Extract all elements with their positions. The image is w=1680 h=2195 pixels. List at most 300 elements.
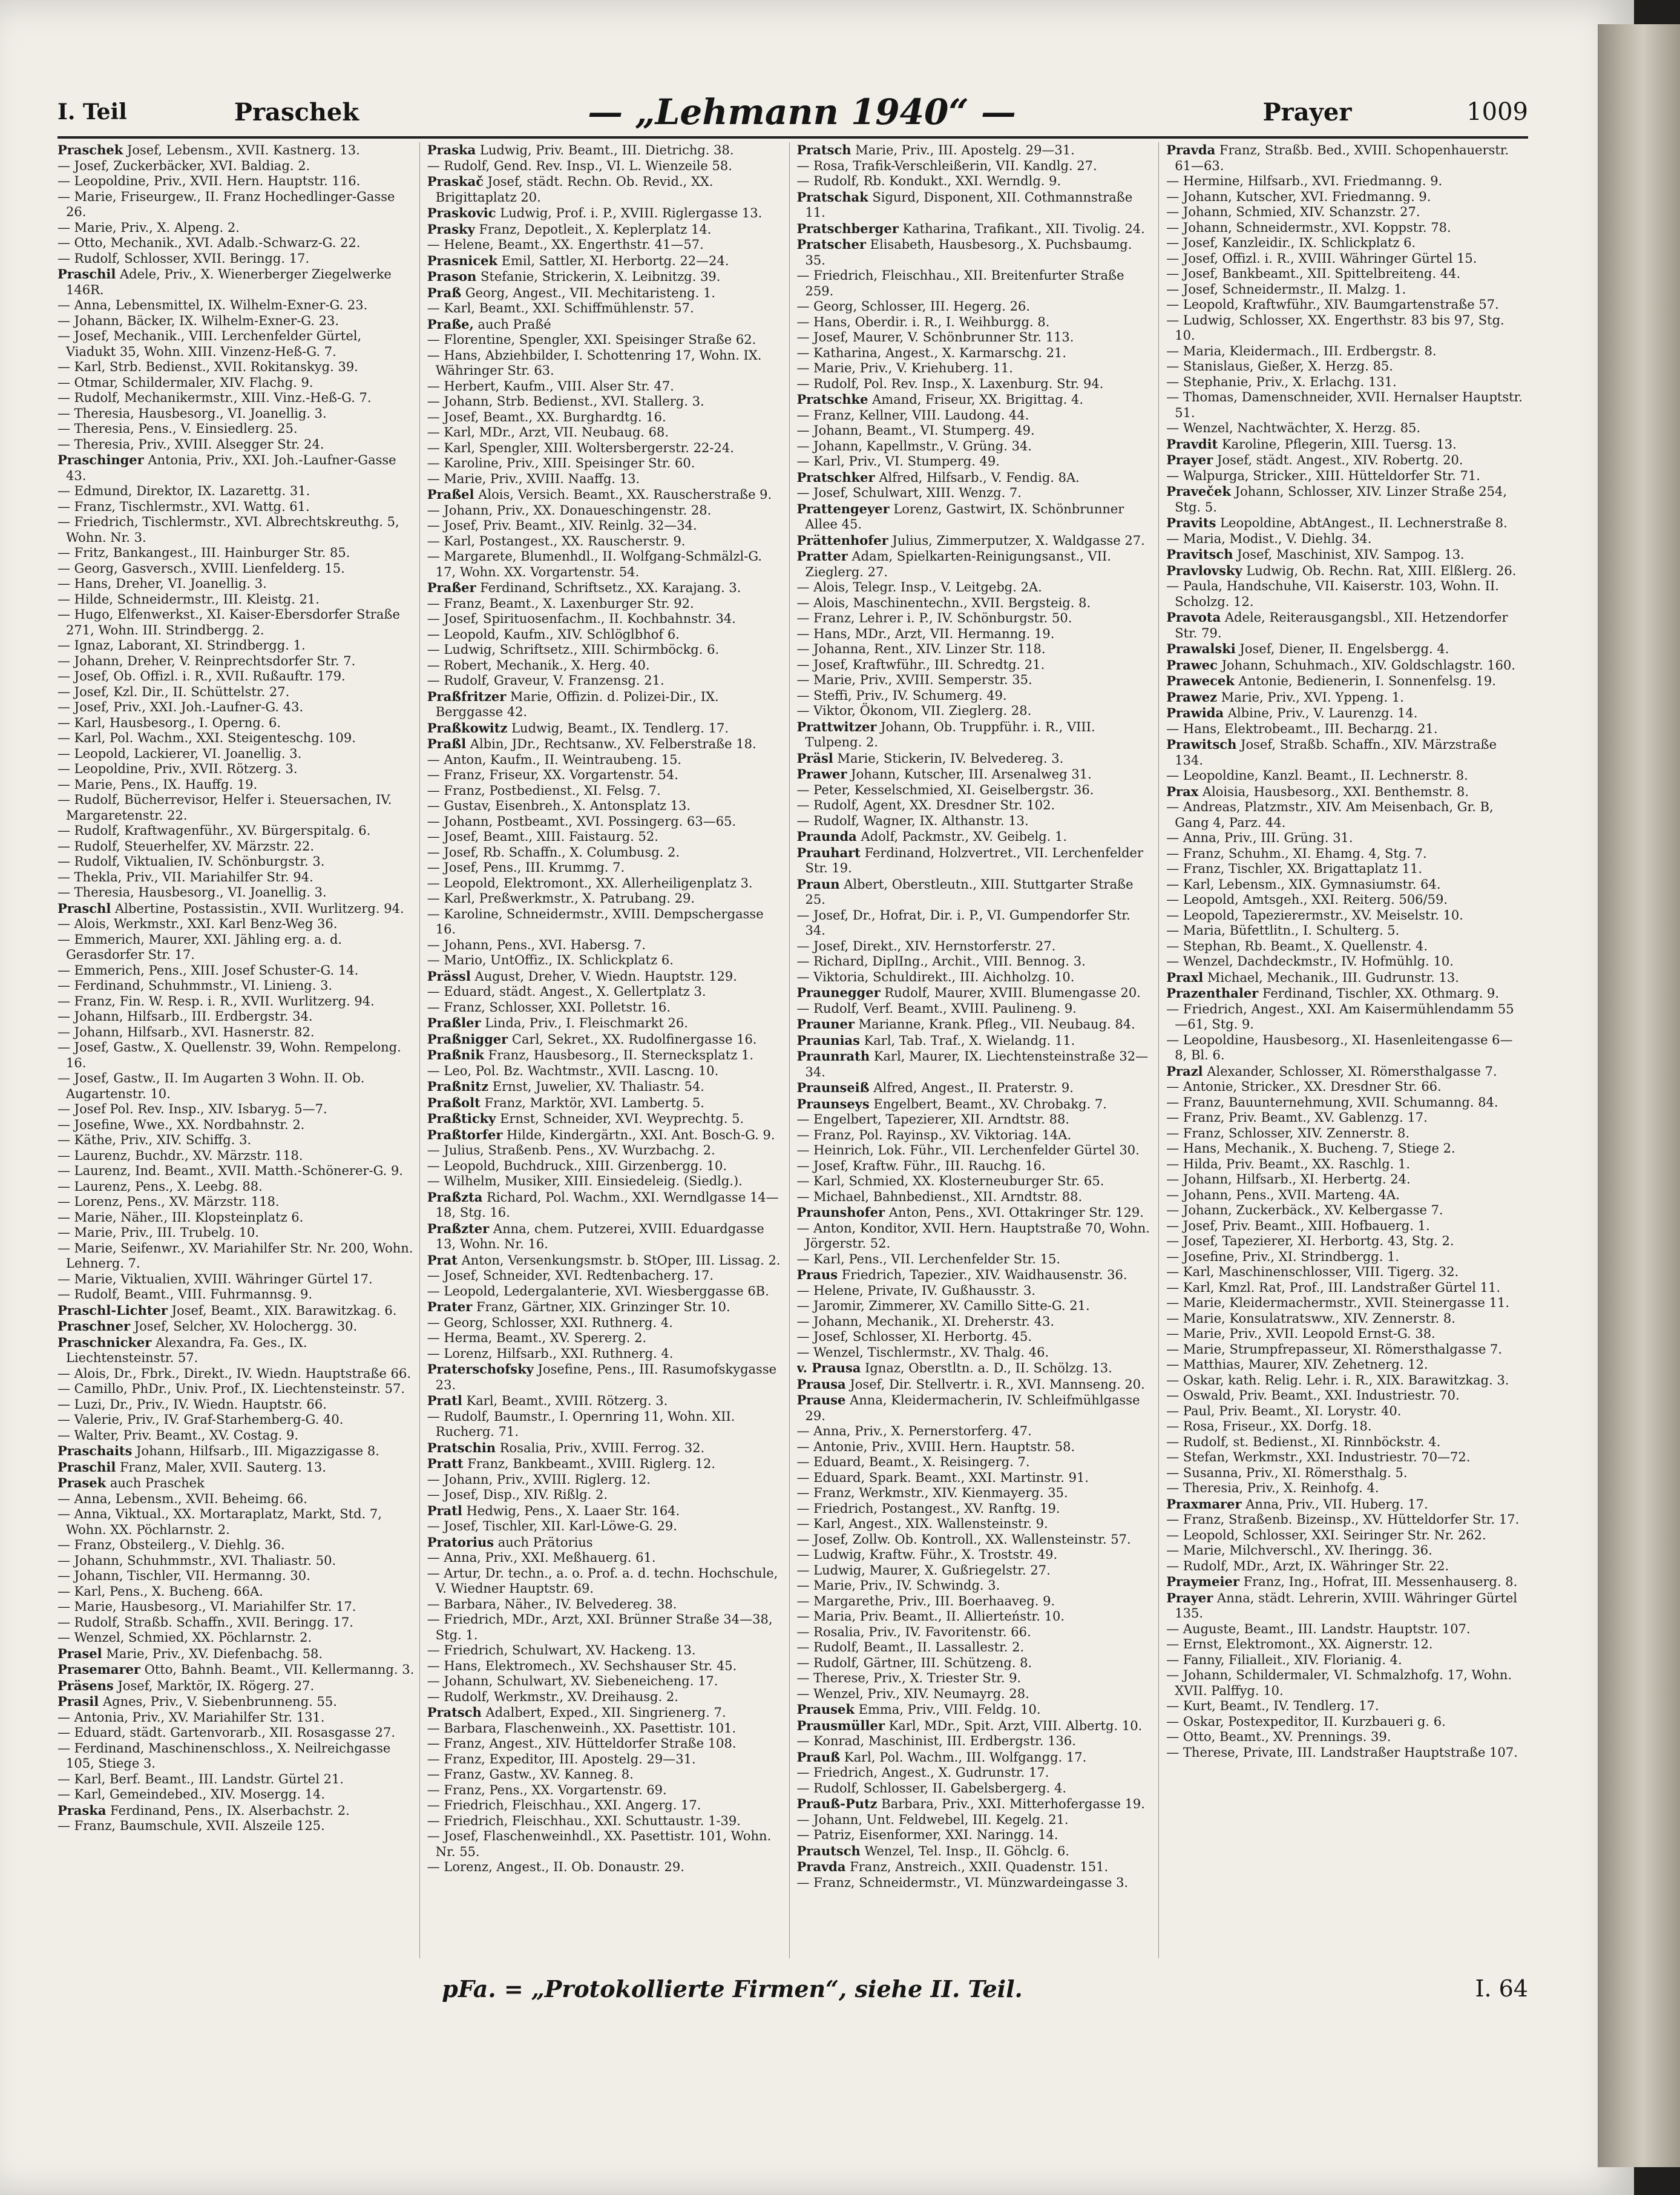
directory-entry — [797, 580, 1154, 596]
entry-details: — Karl, MDr., Arzt, VII. Neubaug. 68. — [427, 425, 669, 439]
entry-surname: Praßticky — [427, 1111, 496, 1126]
page-number: 1009 — [1466, 98, 1528, 126]
directory-entry — [57, 1241, 415, 1272]
entry-details: — Johann, Strb. Bedienst., XVI. Stallerg. 3. — [427, 394, 704, 409]
entry-details: — Hans, Dreher, VI. Joanellig. 3. — [57, 576, 267, 591]
entry-surname: Prässl — [427, 968, 471, 984]
directory-entry — [797, 1392, 1154, 1424]
entry-details: Hilde, Kindergärtn., XXI. Ant. Bosch-G. 9. — [507, 1127, 775, 1142]
directory-entry — [427, 1079, 784, 1095]
directory-entry — [57, 561, 415, 577]
directory-entry — [427, 1174, 784, 1190]
directory-entry — [797, 939, 1154, 955]
entry-details: — Susanna, Priv., XI. Römersthalg. 5. — [1166, 1465, 1408, 1480]
directory-entry — [1166, 939, 1523, 955]
entry-details: Alexander, Schlosser, XI. Römersthalgasse 7. — [1207, 1064, 1497, 1079]
entry-details: — Maria, Büfettlitn., I. Schulterg. 5. — [1166, 923, 1400, 938]
entry-details: — Marie, Priv., III. Trubelg. 10. — [57, 1225, 260, 1240]
entry-details: — Karoline, Priv., XIII. Speisinger Str. 60. — [427, 456, 695, 470]
entry-details: — Theresia, Pens., V. Einsiedlerg. 25. — [57, 421, 298, 436]
directory-entry — [427, 1829, 784, 1860]
directory-entry — [1166, 235, 1523, 251]
entry-surname: Pratorius — [427, 1534, 494, 1550]
directory-entry — [1166, 1373, 1523, 1389]
directory-entry — [427, 285, 784, 301]
directory-entry — [57, 700, 415, 716]
entry-details: — Josef, Maurer, V. Schönbrunner Str. 113. — [796, 330, 1074, 344]
entry-details: — Thomas, Damenschneider, XVII. Hernalser Hauptstr. 51. — [1166, 390, 1523, 420]
entry-details: Leopoldine, AbtAngest., II. Lechnerstraße 8. — [1220, 516, 1508, 530]
entry-details: Ernst, Juwelier, XV. Thaliastr. 54. — [492, 1079, 704, 1094]
entry-details: Katharina, Trafikant., XII. Tivolig. 24. — [902, 221, 1145, 236]
directory-entry — [1166, 1110, 1523, 1126]
directory-entry — [427, 736, 784, 752]
entry-details: — Franz, Werkmstr., XIV. Kienmayerg. 35. — [796, 1486, 1068, 1500]
directory-entry — [427, 425, 784, 441]
entry-details: — Karl, Preßwerkmstr., X. Patrubang. 29. — [427, 891, 695, 906]
entry-details: — Ludwig, Schriftsetz., XIII. Schirmböckg. 6. — [427, 642, 720, 657]
part-label: I. Teil — [57, 99, 127, 125]
entry-details: — Rudolf, Steuerhelfer, XV. Märzstr. 22. — [57, 838, 314, 854]
directory-entry — [797, 142, 1154, 159]
directory-entry — [797, 1749, 1154, 1766]
entry-details: Anton, Versenkungsmstr. b. StOper, III. Lissag. 2. — [461, 1252, 781, 1268]
directory-entry — [1166, 452, 1523, 469]
directory-column-3 — [797, 142, 1160, 1958]
entry-details: — Karl, Schmied, XX. Klosterneuburger Str. 65. — [796, 1174, 1104, 1188]
directory-entry — [427, 1095, 784, 1111]
entry-surname: Prautsch — [796, 1843, 861, 1858]
entry-details: Hedwig, Pens., X. Laaer Str. 164. — [466, 1503, 680, 1518]
directory-entry — [427, 969, 784, 985]
entry-details: Josef, Maschinist, XIV. Sampog. 13. — [1237, 547, 1465, 562]
entry-details: — Katharina, Angest., X. Karmarschg. 21. — [796, 345, 1067, 360]
entry-details: — Alois, Dr., Fbrk., Direkt., IV. Wiedn. Hauptstraße 66. — [57, 1366, 412, 1381]
entry-details: — Karl, Berf. Beamt., III. Landstr. Gürtel 21. — [57, 1771, 344, 1786]
entry-surname: Praßzter — [427, 1220, 490, 1236]
entry-details: — Hans, Elektrobeamt., III. Becharдg. 21. — [1166, 721, 1438, 736]
directory-entry — [427, 1519, 784, 1535]
entry-surname: Prayer — [1166, 1590, 1213, 1605]
directory-entry — [797, 611, 1154, 627]
entry-details: — Franz, Gastw., XV. Kanneg. 8. — [427, 1767, 634, 1782]
entry-surname: Praunseiß — [796, 1080, 870, 1095]
directory-entry — [797, 439, 1154, 455]
directory-entry — [1166, 515, 1523, 531]
entry-details: — Mario, UntOffiz., IX. Schlickplatz 6. — [427, 953, 674, 967]
directory-entry — [427, 1047, 784, 1064]
entry-details: — Leo, Pol. Bz. Wachtmstr., XVII. Lascng. 10. — [427, 1063, 719, 1078]
directory-entry — [57, 1741, 415, 1772]
entry-details: — Josef, Schulwart, XIII. Wenzg. 7. — [796, 485, 1022, 500]
directory-entry — [797, 954, 1154, 970]
entry-details: — Rosa, Friseur., XX. Dorfg. 18. — [1166, 1419, 1372, 1433]
entry-details: — Heinrich, Lok. Führ., VII. Lerchenfelder Gürtel 30. — [796, 1143, 1140, 1157]
entry-surname: Praskovic — [427, 205, 496, 220]
directory-entry — [427, 1299, 784, 1315]
directory-entry — [427, 596, 784, 612]
entry-details: Adolf, Packmstr., XV. Geibelg. 1. — [861, 829, 1068, 844]
entry-surname: Praschner — [57, 1318, 131, 1334]
entry-details: — Josef, Ob. Offizl. i. R., XVII. Rußauftr. 179. — [57, 669, 346, 683]
directory-entry — [797, 159, 1154, 174]
entry-surname: Prawer — [796, 766, 847, 782]
entry-details: Franz, Marktör, XVI. Lambertg. 5. — [484, 1095, 704, 1110]
directory-entry — [1166, 1435, 1523, 1450]
directory-entry — [1166, 986, 1523, 1002]
entry-details: Ernst, Schneider, XVI. Weyprechtg. 5. — [500, 1111, 744, 1126]
entry-details: — Johann, Hilfsarb., XI. Herbertg. 24. — [1166, 1172, 1411, 1186]
entry-details: — Marie, Priv., XVIII. Semperstr. 35. — [796, 673, 1032, 687]
directory-entry — [427, 627, 784, 643]
directory-entry — [1166, 689, 1523, 706]
directory-entry — [797, 1298, 1154, 1314]
entry-details: — Friedrich, Fleischhau., XII. Breitenfurter Straße 259. — [796, 268, 1124, 298]
entry-surname: Prauß — [796, 1749, 841, 1765]
entry-details: — Leopoldine, Priv., XVII. Rötzerg. 3. — [57, 762, 298, 776]
directory-entry — [57, 406, 415, 422]
entry-surname: Praunda — [796, 829, 857, 844]
directory-entry — [1166, 1280, 1523, 1296]
directory-entry — [1166, 1574, 1523, 1590]
entry-details: — Josef, Disp., XIV. Rißlg. 2. — [427, 1487, 608, 1502]
entry-details: — Friedrich, Fleischhau., XXI. Angerg. 17. — [427, 1798, 701, 1812]
entry-details: Amand, Friseur, XX. Brigittag. 4. — [872, 392, 1084, 407]
directory-entry — [797, 533, 1154, 549]
directory-entry — [57, 762, 415, 777]
entry-details: — Helene, Beamt., XX. Engerthstr. 41—57. — [427, 237, 704, 252]
entry-details: — Helene, Private, IV. Gußhausstr. 3. — [796, 1283, 1035, 1298]
directory-entry — [427, 549, 784, 580]
directory-entry — [797, 627, 1154, 642]
directory-entry — [427, 860, 784, 876]
directory-entry — [797, 392, 1154, 408]
directory-entry — [1166, 142, 1523, 174]
entry-details: — Matthias, Maurer, XIV. Zehetnerg. 12. — [1166, 1357, 1428, 1372]
directory-entry — [427, 876, 784, 892]
entry-details: — Franz, Lehrer i. P., IV. Schönburgstr. 50. — [796, 611, 1072, 625]
entry-details: — Josefine, Wwe., XX. Nordbahnstr. 2. — [57, 1117, 305, 1132]
entry-details: — Franz, Fin. W. Resp. i. R., XVII. Wurlitzerg. 94. — [57, 993, 375, 1009]
entry-surname: Praßnitz — [427, 1079, 489, 1094]
entry-details: — Rudolf, Wagner, IX. Althanstr. 13. — [796, 813, 1029, 828]
entry-details: auch Praschek — [110, 1476, 205, 1490]
entry-details: — Franz, Beamt., X. Laxenburger Str. 92. — [427, 596, 694, 611]
directory-entry — [1166, 205, 1523, 220]
directory-entry — [427, 580, 784, 596]
directory-entry — [427, 673, 784, 689]
entry-details: Marie, Priv., III. Apostelg. 29—31. — [855, 143, 1075, 157]
entry-details: — Josef, Schneidermstr., II. Malzg. 1. — [1166, 281, 1406, 297]
directory-entry — [57, 1787, 415, 1803]
entry-details: — Anna, Lebensm., XVII. Beheimg. 66. — [57, 1491, 307, 1506]
entry-surname: Pratter — [796, 548, 848, 564]
entry-details: — Hans, Oberdir. i. R., I. Weihburgg. 8. — [796, 314, 1050, 329]
directory-entry — [1166, 954, 1523, 970]
directory-entry — [427, 142, 784, 159]
directory-entry — [797, 346, 1154, 361]
entry-details: — Franz, Expeditor, III. Apostelg. 29—31. — [427, 1751, 696, 1766]
directory-entry — [427, 1690, 784, 1705]
entry-surname: Prausmüller — [796, 1717, 885, 1733]
entry-details: Karoline, Pflegerin, XIII. Tuersg. 13. — [1221, 436, 1457, 452]
entry-details: — Antonie, Priv., XVIII. Hern. Hauptstr. 58. — [796, 1439, 1075, 1454]
entry-details: — Franz, Straßenb. Bizeinsp., XV. Hütteldorfer Str. 17. — [1166, 1512, 1520, 1527]
entry-details: — Friedrich, Angest., X. Gudrunstr. 17. — [796, 1765, 1049, 1780]
directory-entry — [797, 1016, 1154, 1033]
directory-entry — [427, 768, 784, 783]
directory-entry — [427, 441, 784, 456]
entry-details: — Gustav, Eisenbreh., X. Antonsplatz 13. — [427, 798, 691, 813]
directory-entry — [797, 548, 1154, 580]
entry-details: — Josef, Tischler, XII. Karl-Löwe-G. 29. — [427, 1519, 677, 1533]
entry-details: — Anna, Viktual., XX. Mortaraplatz, Markt, Std. 7, Wohn. XX. Pöchlarnstr. 2. — [57, 1507, 382, 1537]
entry-details: Ludwig, Ob. Rechn. Rat, XIII. Elßlerg. 26. — [1246, 563, 1517, 578]
entry-details: Linda, Priv., I. Fleischmarkt 26. — [485, 1016, 688, 1030]
directory-entry — [57, 1615, 415, 1631]
entry-details: — Marie, Priv., X. Alpeng. 2. — [57, 220, 240, 235]
directory-entry — [57, 1133, 415, 1148]
entry-surname: Praunias — [796, 1032, 860, 1048]
directory-entry — [1166, 737, 1523, 768]
directory-entry — [57, 1818, 415, 1834]
directory-entry — [427, 1252, 784, 1269]
directory-entry — [57, 1287, 415, 1303]
entry-details: — Karl, Pens., X. Bucheng. 66A. — [57, 1584, 263, 1599]
entry-details: — Josef, Beamt., XX. Burghardtg. 16. — [427, 409, 666, 424]
directory-entry — [427, 1487, 784, 1503]
directory-entry — [57, 1117, 415, 1133]
directory-entry — [427, 518, 784, 534]
directory-entry — [1166, 344, 1523, 360]
directory-entry — [427, 1566, 784, 1597]
directory-entry — [57, 932, 415, 963]
directory-entry — [1166, 1219, 1523, 1234]
entry-surname: Praskač — [427, 174, 484, 189]
entry-details: — Josef, Flaschenweinhdl., XX. Pasettistr. 101, Wohn. Nr. 55. — [427, 1829, 772, 1859]
entry-details: — Hans, MDr., Arzt, VII. Hermanng. 19. — [796, 626, 1055, 641]
directory-entry — [797, 1486, 1154, 1501]
entry-details: — Rosalia, Priv., IV. Favoritenstr. 66. — [796, 1624, 1031, 1639]
directory-entry — [57, 545, 415, 561]
entry-details: — Wenzel, Priv., XIV. Neumayrg. 28. — [796, 1686, 1029, 1701]
directory-entry — [1166, 705, 1523, 722]
directory-entry — [57, 746, 415, 762]
directory-entry — [1166, 610, 1523, 641]
entry-details: — Eduard, Spark. Beamt., XXI. Martinstr. 91. — [796, 1470, 1089, 1485]
directory-entry — [1166, 1064, 1523, 1080]
entry-details: — Georg, Schlosser, XXI. Ruthnerg. 4. — [427, 1315, 673, 1330]
directory-entry — [57, 731, 415, 746]
directory-title: — „Lehmann 1940“ — — [588, 91, 1016, 133]
entry-details: Rudolf, Maurer, XVIII. Blumengasse 20. — [884, 986, 1141, 1000]
directory-entry — [797, 1875, 1154, 1891]
directory-entry — [1166, 1637, 1523, 1653]
entry-surname: Praßel — [427, 487, 474, 502]
entry-surname: Prazenthaler — [1166, 986, 1259, 1001]
entry-surname: Pratschak — [796, 189, 868, 205]
directory-entry — [797, 454, 1154, 470]
directory-entry — [57, 1225, 415, 1241]
entry-details: — Marie, Priv., XVII. Leopold Ernst-G. 38. — [1166, 1326, 1436, 1341]
directory-entry — [797, 1314, 1154, 1330]
directory-entry — [57, 390, 415, 406]
directory-entry — [1166, 877, 1523, 893]
entry-details: — Johann, Schuhmmstr., XVI. Thaliastr. 50. — [57, 1553, 336, 1568]
entry-details: Josefine, Pens., III. Rasumofskygasse 23. — [435, 1362, 777, 1392]
entry-surname: Prawida — [1166, 705, 1224, 720]
entry-details: Johann, Schlosser, XIV. Linzer Straße 254, Stg. 5. — [1175, 484, 1508, 515]
entry-surname: Praßzta — [427, 1189, 483, 1205]
directory-entry — [57, 576, 415, 592]
entry-details: — Rudolf, Gärtner, III. Schützeng. 8. — [796, 1655, 1032, 1670]
directory-entry — [1166, 923, 1523, 939]
entry-details: Stefanie, Strickerin, X. Leibnitzg. 39. — [481, 269, 721, 284]
entry-details: — Franz, Bauunternehmung, XVII. Schumanng. 84. — [1166, 1094, 1498, 1110]
directory-entry — [427, 1798, 784, 1814]
directory-entry — [797, 1656, 1154, 1671]
entry-details: — Rudolf, Schlosser, II. Gabelsbergerg. 4. — [796, 1780, 1067, 1795]
entry-surname: Praunshofer — [796, 1205, 885, 1220]
entry-details: — Anton, Konditor, XVII. Hern. Hauptstraße 70, Wohn. Jörgerstr. 52. — [796, 1220, 1150, 1251]
entry-details: — Valerie, Priv., IV. Graf-Starhemberg-G. 40. — [57, 1412, 344, 1427]
entry-details: Adele, Priv., X. Wienerberger Ziegelwerke 146R. — [66, 267, 392, 297]
directory-entry — [57, 823, 415, 839]
entry-surname: Praun — [796, 876, 840, 892]
entry-details: Marianne, Krank. Pfleg., VII. Neubaug. 84. — [858, 1017, 1135, 1032]
entry-details: — Leopold, Kaufm., XIV. Schlöglbhof 6. — [427, 627, 680, 642]
directory-entry — [57, 159, 415, 174]
entry-details: — Hugo, Elfenwerkst., XI. Kaiser-Ebersdorfer Straße 271, Wohn. III. Strindbergg. 2. — [57, 607, 400, 637]
entry-details: — Ernst, Elektromont., XX. Aignerstr. 12. — [1166, 1637, 1433, 1651]
directory-entry — [57, 1335, 415, 1366]
entry-details: — Friedrich, Fleischhau., XXI. Schuttaustr. 1-39. — [427, 1813, 741, 1828]
entry-details: — Leopold, Elektromont., XX. Allerheiligenplatz 3. — [427, 875, 753, 890]
directory-entry — [797, 423, 1154, 439]
entry-details: — Rudolf, Viktualien, IV. Schönburgstr. 3. — [57, 854, 325, 869]
directory-entry — [427, 269, 784, 285]
entry-details: — Edmund, Direktor, IX. Lazarettg. 31. — [57, 484, 310, 498]
directory-entry — [797, 1547, 1154, 1563]
entry-details: Otto, Bahnh. Beamt., VII. Kellermanng. 3. — [144, 1662, 415, 1677]
entry-details: — Hilde, Schneidermstr., III. Kleistg. 21. — [57, 591, 320, 607]
directory-entry — [1166, 563, 1523, 579]
entry-details: — Eduard, städt. Angest., X. Gellertplatz 3. — [427, 984, 706, 999]
entry-details: Josef, Straßb. Schaffn., XIV. Märzstraße 134. — [1175, 737, 1497, 768]
directory-entry — [797, 189, 1154, 221]
entry-details: Franz, Bankbeamt., XVIII. Riglerg. 12. — [467, 1456, 716, 1471]
entry-details: Anna, Kleidermacherin, IV. Schleifmühlgasse 29. — [805, 1393, 1140, 1423]
directory-entry — [797, 1205, 1154, 1221]
entry-details: — Josef, Priv., XXI. Joh.-Laufner-G. 43. — [57, 700, 304, 714]
directory-entry — [797, 1671, 1154, 1687]
directory-entry — [57, 1475, 415, 1492]
directory-entry — [1166, 1234, 1523, 1249]
directory-entry — [1166, 831, 1523, 846]
header-rule — [57, 136, 1528, 139]
directory-entry — [57, 1803, 415, 1819]
entry-details: — Rudolf, Kraftwagenführ., XV. Bürgerspitalg. 6. — [57, 823, 371, 838]
directory-entry — [57, 638, 415, 654]
directory-entry — [1166, 1590, 1523, 1622]
entry-details: — Engelbert, Tapezierer, XII. Arndtstr. 88. — [796, 1112, 1070, 1127]
directory-entry — [57, 1599, 415, 1615]
directory-entry — [57, 901, 415, 917]
entry-surname: Prayer — [1166, 452, 1213, 467]
directory-entry — [1166, 1033, 1523, 1064]
entry-details: — Lorenz, Pens., XV. Märzstr. 118. — [57, 1194, 280, 1209]
entry-details: — Theresia, Hausbesorg., VI. Joanellig. 3. — [57, 406, 327, 421]
directory-entry — [57, 792, 415, 823]
entry-details: — Franz, Priv. Beamt., XV. Gablenzg. 17. — [1166, 1110, 1428, 1125]
entry-details: — Josef, Beamt., XIII. Faistaurg. 52. — [427, 829, 658, 844]
entry-details: — Otto, Mechanik., XVI. Adalb.-Schwarz-G. 22. — [57, 235, 361, 250]
entry-details: — Johann, Dreher, V. Reinprechtsdorfer Str. 7. — [57, 653, 356, 668]
entry-details: — Hans, Abziehbilder, I. Schottenring 17, Wohn. IX. Währinger Str. 63. — [427, 347, 762, 378]
directory-entry — [797, 299, 1154, 315]
entry-details: — Oswald, Priv. Beamt., XXI. Industriestr. 70. — [1166, 1388, 1460, 1403]
entry-details: — Wilhelm, Musiker, XIII. Einsiedeleig. (Siedlg.). — [427, 1174, 743, 1188]
entry-details: Johann, Schuhmach., XIV. Goldschlagstr. 160. — [1221, 657, 1516, 673]
directory-entry — [797, 1578, 1154, 1594]
entry-details: Franz, Maler, XVII. Sauterg. 13. — [119, 1459, 326, 1475]
directory-entry — [1166, 469, 1523, 484]
entry-details: — Karl, Priv., VI. Stumperg. 49. — [796, 454, 1000, 469]
directory-entry — [797, 485, 1154, 501]
entry-details: Alois, Versich. Beamt., XX. Rauscherstraße 9. — [478, 487, 772, 502]
directory-entry — [797, 1283, 1154, 1299]
directory-entry — [57, 654, 415, 670]
entry-details: — Artur, Dr. techn., a. o. Prof. a. d. techn. Hochschule, V. Wiedner Hauptstr. 69. — [427, 1565, 778, 1596]
entry-surname: Prawalski — [1166, 641, 1236, 656]
entry-surname: v. Prausa — [796, 1360, 861, 1375]
directory-entry — [1166, 1265, 1523, 1280]
directory-entry — [1166, 1126, 1523, 1142]
directory-entry — [57, 870, 415, 886]
directory-entry — [1166, 1543, 1523, 1559]
entry-details: Josef, Diener, II. Engelsbergg. 4. — [1239, 642, 1449, 656]
directory-entry — [797, 1594, 1154, 1610]
entry-surname: Praymeier — [1166, 1574, 1239, 1589]
entry-details: — Johann, Schildermaler, VI. Schmalzhofg. 17, Wohn. XVII. Palffyg. 10. — [1166, 1668, 1512, 1698]
entry-surname: Prauner — [796, 1016, 855, 1032]
entry-details: — Oskar, Postexpeditor, II. Kurzbaueri g. 6. — [1166, 1714, 1446, 1729]
entry-details: — Maria, Modist., V. Diehlg. 34. — [1166, 531, 1372, 546]
directory-entry — [797, 783, 1154, 798]
directory-entry — [1166, 189, 1523, 205]
directory-entry — [1166, 1295, 1523, 1311]
entry-details: Marie, Stickerin, IV. Belvedereg. 3. — [837, 751, 1064, 766]
directory-entry — [427, 1736, 784, 1752]
directory-entry — [1166, 673, 1523, 689]
directory-entry — [1166, 641, 1523, 657]
entry-surname: Pratt — [427, 1456, 464, 1471]
directory-entry — [1166, 1311, 1523, 1327]
directory-entry — [57, 220, 415, 236]
directory-entry — [427, 301, 784, 317]
directory-entry — [1166, 251, 1523, 267]
entry-details: — Marie, Seifenwr., XV. Mariahilfer Str. Nr. 200, Wohn. Lehnerg. 7. — [57, 1240, 413, 1271]
directory-entry — [1166, 313, 1523, 344]
entry-details: — Andreas, Platzmstr., XIV. Am Meisenbach, Gr. B, Gang 4, Parz. 44. — [1166, 800, 1494, 830]
directory-entry — [797, 766, 1154, 783]
directory-entry — [57, 885, 415, 901]
entry-details: — Marie, Viktualien, XVIII. Währinger Gürtel 17. — [57, 1271, 373, 1286]
entry-details: — Franz, Baumschule, XVII. Alszeile 125. — [57, 1818, 325, 1833]
entry-details: — Therese, Private, III. Landstraßer Hauptstraße 107. — [1166, 1745, 1518, 1760]
entry-details: Wenzel, Tel. Insp., II. Göhclg. 6. — [864, 1843, 1070, 1858]
entry-details: — Anna, Priv., X. Pernerstorferg. 47. — [796, 1424, 1032, 1438]
